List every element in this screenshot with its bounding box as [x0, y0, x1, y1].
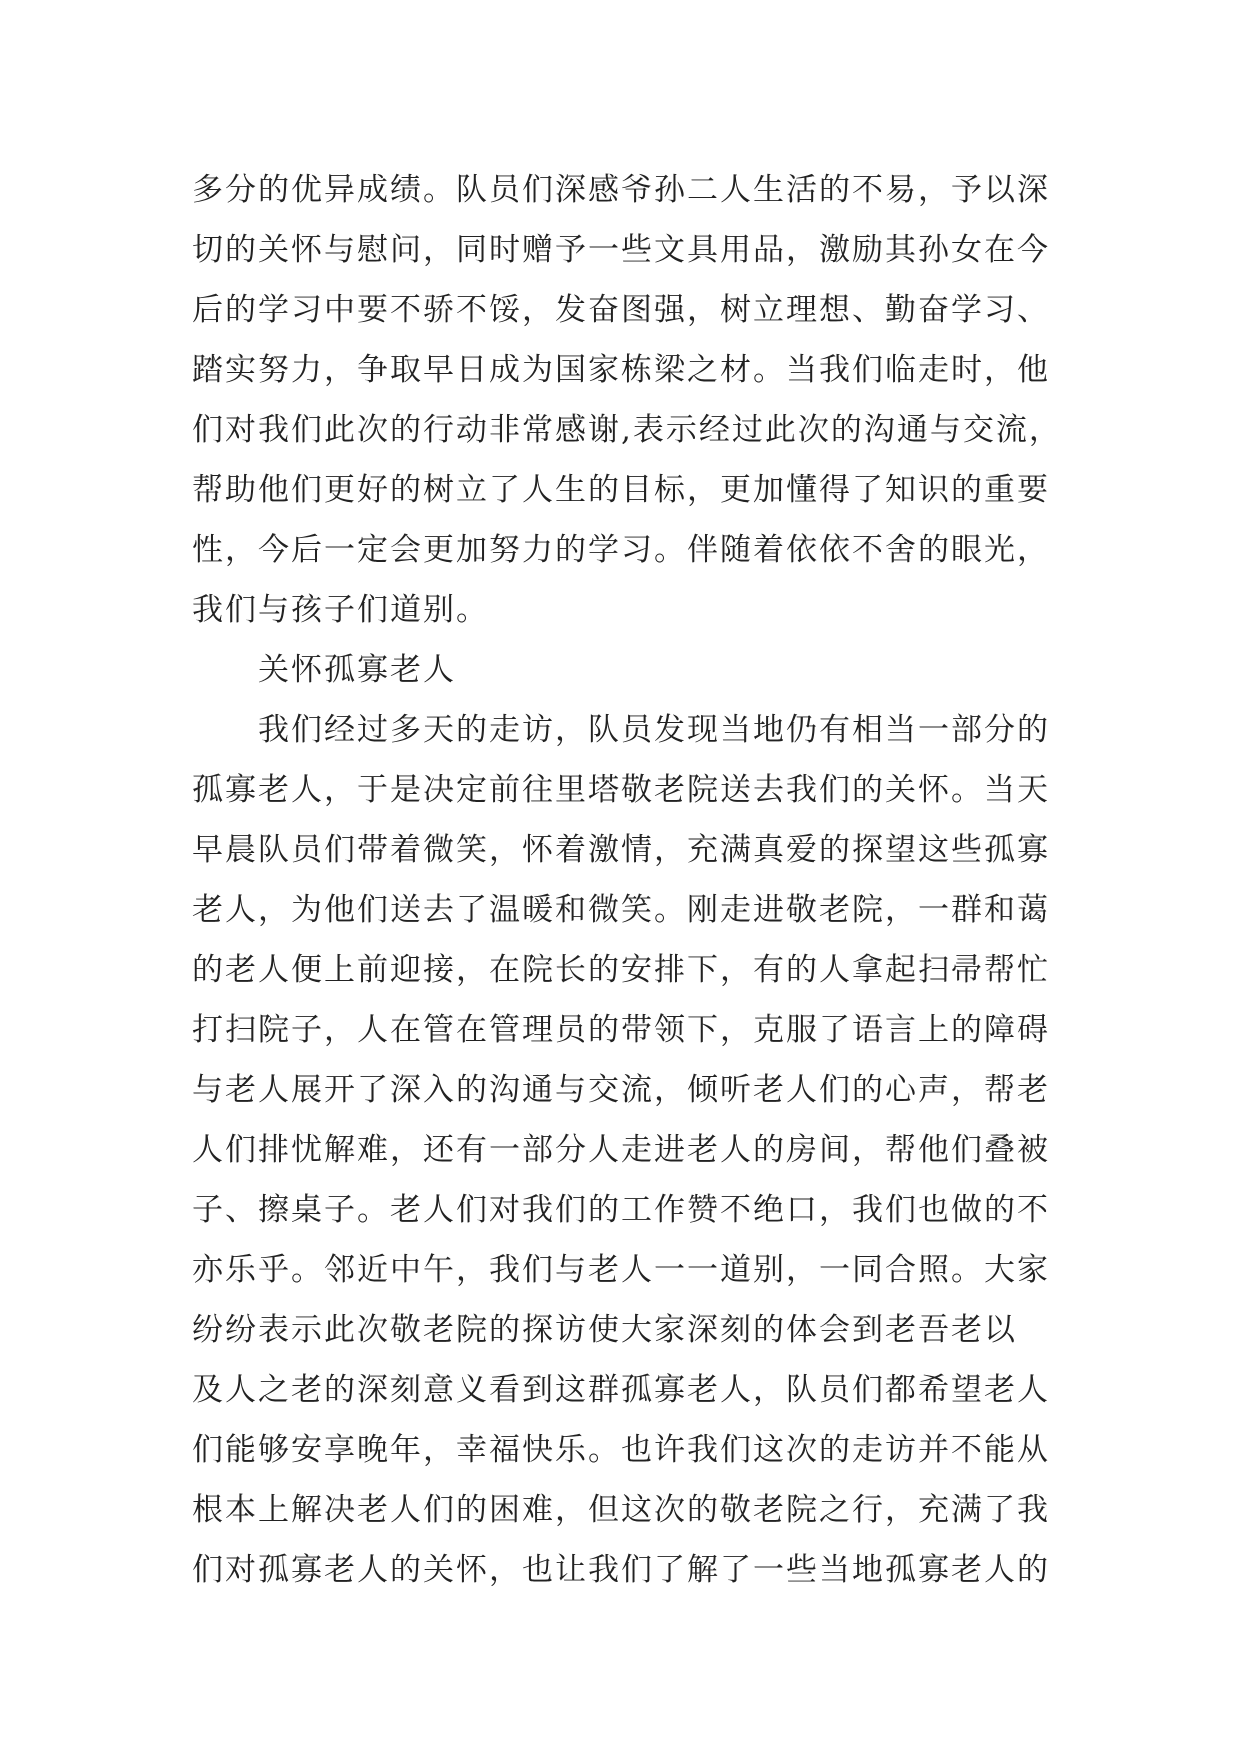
text-line: 的老人便上前迎接，在院长的安排下，有的人拿起扫帚帮忙: [192, 952, 1050, 988]
text-line: 根本上解决老人们的困难，但这次的敬老院之行，充满了我: [192, 1492, 1050, 1528]
text-line: 子、擦桌子。老人们对我们的工作赞不绝口，我们也做的不: [192, 1192, 1050, 1228]
text-line: 们能够安享晚年，幸福快乐。也许我们这次的走访并不能从: [192, 1432, 1050, 1468]
text-line: 帮助他们更好的树立了人生的目标，更加懂得了知识的重要: [192, 472, 1050, 508]
text-line: 早晨队员们带着微笑，怀着激情，充满真爱的探望这些孤寡: [192, 832, 1050, 868]
text-line: 老人，为他们送去了温暖和微笑。刚走进敬老院，一群和蔼: [192, 892, 1050, 928]
text-line: 纷纷表示此次敬老院的探访使大家深刻的体会到老吾老以: [192, 1312, 1017, 1348]
text-line: 切的关怀与慰问，同时赠予一些文具用品，激励其孙女在今: [192, 232, 1050, 268]
paragraph-continued: [192, 160, 1072, 640]
paragraph-elderly-care: [192, 700, 1072, 1600]
text-line: 我们与孩子们道别。: [192, 592, 489, 628]
text-line: 孤寡老人，于是决定前往里塔敬老院送去我们的关怀。当天: [192, 772, 1050, 808]
text-line: 性，今后一定会更加努力的学习。伴随着依依不舍的眼光，: [192, 532, 1050, 568]
text-line: 踏实努力，争取早日成为国家栋梁之材。当我们临走时，他: [192, 352, 1050, 388]
document-body: [192, 160, 1072, 1600]
text-line: 及人之老的深刻意义看到这群孤寡老人，队员们都希望老人: [192, 1372, 1050, 1408]
text-line: 人们排忧解难，还有一部分人走进老人的房间，帮他们叠被: [192, 1132, 1050, 1168]
text-line: 们对孤寡老人的关怀，也让我们了解了一些当地孤寡老人的: [192, 1552, 1050, 1588]
section-heading: 关怀孤寡老人: [258, 652, 456, 688]
text-line: 后的学习中要不骄不馁，发奋图强，树立理想、勤奋学习、: [192, 292, 1050, 328]
text-line: 们对我们此次的行动非常感谢,表示经过此次的沟通与交流，: [192, 412, 1062, 448]
text-line: 我们经过多天的走访，队员发现当地仍有相当一部分的: [258, 712, 1050, 748]
text-line: 亦乐乎。邻近中午，我们与老人一一道别，一同合照。大家: [192, 1252, 1050, 1288]
text-line: 多分的优异成绩。队员们深感爷孙二人生活的不易，予以深: [192, 172, 1050, 208]
text-line: 与老人展开了深入的沟通与交流，倾听老人们的心声，帮老: [192, 1072, 1050, 1108]
text-line: 打扫院子，人在管在管理员的带领下，克服了语言上的障碍: [192, 1012, 1050, 1048]
